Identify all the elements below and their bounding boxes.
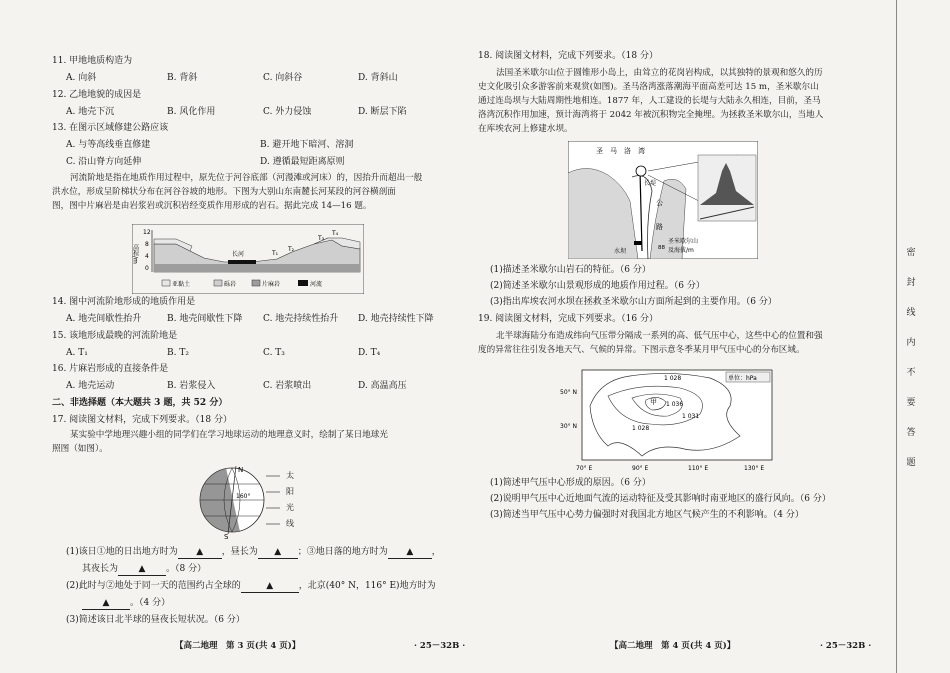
terrace-t4-label: T₄	[332, 230, 339, 237]
q13-option-b[interactable]: B. 避开地下暗河、溶洞	[260, 140, 354, 150]
q18-part1: (1)描述圣米歇尔山岩石的特征。（6 分）	[490, 265, 651, 275]
legend-clay-swatch	[162, 280, 170, 286]
q17-1-text: 其夜长为	[82, 564, 119, 574]
q12-option-c[interactable]: C. 外力侵蚀	[263, 107, 312, 117]
q16-option-c[interactable]: C. 岩浆喷出	[263, 381, 312, 391]
q15-option-c[interactable]: C. T₃	[263, 348, 285, 358]
q17-line: 照图（如图）。	[52, 444, 108, 454]
terrace-profile-figure	[132, 224, 364, 294]
south-pole-label: S	[224, 533, 229, 540]
footer-code: · 25－32B ·	[820, 641, 872, 651]
isobar-label-1031: 1 031	[682, 413, 700, 420]
terrace-t1-label: T₁	[272, 250, 279, 257]
intro-line: 洪水位，形成呈阶梯状分布在河谷谷坡的地形。下图为大别山东南麓长河某段的河谷横剖面	[52, 187, 396, 197]
binding-char: 密	[906, 248, 916, 258]
q12-option-b[interactable]: B. 风化作用	[167, 107, 216, 117]
lon-130-label: 130° E	[744, 465, 765, 472]
dike-label: 长堤	[644, 180, 657, 187]
blank-marker: ▲	[274, 547, 282, 557]
q19-part3: (3)简述当甲气压中心势力偏强时对我国北方地区气候产生的不利影响。（4 分）	[490, 510, 804, 520]
q14-option-d[interactable]: D. 地壳持续性下降	[358, 314, 434, 324]
q17-part1-cont	[82, 563, 206, 576]
q18-title: 18. 阅读图文材料，完成下列要求。（18 分）	[478, 51, 658, 61]
sunlight-arrows	[266, 476, 280, 524]
q17-1-text: 。（8 分）	[166, 564, 207, 574]
q14-option-b[interactable]: B. 地壳间歇性下降	[167, 314, 243, 324]
q14-stem: 14. 图中河流阶地形成的地质作用是	[52, 297, 196, 307]
lon-90-label: 90° E	[632, 465, 649, 472]
q16-option-a[interactable]: A. 地壳运动	[66, 381, 115, 391]
q17-1-text: ；③地日落的地方时为	[297, 547, 388, 557]
longitude-label: 160°	[236, 493, 251, 500]
mount-island	[636, 166, 646, 176]
road-label-1: 公	[656, 199, 663, 207]
q18-line: 通过连岛坝与大陆周期性地相连。1877 年，人工建设的长堤与大陆永久相连，目前，圣马	[478, 96, 821, 106]
q18-line: 史文化吸引众多游客前来观赏(如图)。圣马洛湾涨落潮海平面高差可达 15 m，圣米歇尔山	[478, 82, 819, 92]
legend-gneiss: 片麻岩	[262, 281, 281, 288]
legend-clay: 亚黏土	[172, 281, 191, 288]
q14-option-a[interactable]: A. 地壳间歇性抬升	[66, 314, 142, 324]
lat-30-label: 30° N	[560, 423, 578, 430]
dam-label: 水坝	[614, 248, 627, 255]
q17-part2	[66, 580, 436, 593]
sunlight-label: 太 阳 光 线	[286, 471, 294, 528]
binding-char: 答	[906, 428, 916, 438]
mont-saint-michel-map	[568, 141, 758, 259]
q16-option-b[interactable]: B. 岩浆侵入	[167, 381, 216, 391]
legend-gneiss-swatch	[252, 280, 260, 286]
road-label-2: 路	[656, 223, 663, 231]
legend-conglomerate-swatch	[214, 280, 222, 286]
q17-1-blank-b[interactable]	[258, 546, 298, 559]
q17-2-blank-a[interactable]	[241, 580, 299, 593]
q11-option-d[interactable]: D. 背斜山	[358, 73, 398, 83]
q12-option-d[interactable]: D. 断层下陷	[358, 107, 407, 117]
q17-part2-cont	[82, 597, 170, 610]
q18-part2: (2)简述圣米歇尔山景观形成的地质作用过程。（6 分）	[490, 281, 705, 291]
pressure-center-map	[560, 366, 780, 474]
elevation-label: 高程/m	[132, 244, 139, 264]
isobar-label-1028: 1 028	[664, 375, 682, 382]
q11-option-a[interactable]: A. 向斜	[66, 73, 97, 83]
q16-stem: 16. 片麻岩形成的直接条件是	[52, 364, 169, 374]
tick-4: 4	[145, 253, 149, 260]
blank-marker: ▲	[406, 547, 414, 557]
q18-part3: (3)指出库埃农河水坝在拯救圣米歇尔山方面所起到的主要作用。（6 分）	[490, 297, 777, 307]
lon-110-label: 110° E	[688, 465, 709, 472]
q16-option-d[interactable]: D. 高温高压	[358, 381, 407, 391]
q11-option-c[interactable]: C. 向斜谷	[263, 73, 303, 83]
intro-paragraph	[52, 171, 462, 213]
river-channel	[228, 260, 256, 264]
unit-label: 单位：hPa	[728, 375, 757, 382]
dam-icon	[634, 241, 642, 245]
footer-page-3: 【高二地理 第 3 页(共 4 页)】	[175, 641, 301, 651]
q17-1-blank-c[interactable]	[388, 546, 432, 559]
q15-option-a[interactable]: A. T₁	[66, 348, 88, 358]
legend-conglomerate: 砾岩	[224, 281, 237, 288]
left-page	[0, 0, 470, 673]
river-label: 长河	[232, 251, 245, 258]
legend-river: 河流	[310, 281, 323, 288]
gneiss-layer	[154, 264, 360, 272]
binding-char: 要	[906, 398, 916, 408]
tick-8: 8	[145, 241, 149, 248]
q19-part1: (1)简述甲气压中心形成的原因。（6 分）	[490, 478, 651, 488]
isobar-label-1036: 1 036	[666, 401, 684, 408]
center-label: 甲	[650, 398, 657, 406]
q17-title: 17. 阅读图文材料，完成下列要求。（18 分）	[52, 415, 232, 425]
footer-page-4: 【高二地理 第 4 页(共 4 页)】	[610, 641, 736, 651]
q13-option-a[interactable]: A. 与等高线垂直修建	[66, 140, 151, 150]
blank-marker: ▲	[138, 564, 146, 574]
q17-part1: (1)该日①地的日出地方时为 ▲ ，昼长为 ▲ ；③地日落的地方时为 ▲ ，	[66, 547, 441, 557]
bay-label: 圣 马 洛 湾	[596, 147, 645, 155]
q15-option-b[interactable]: B. T₂	[167, 348, 189, 358]
q13-stem: 13. 在图示区域修建公路应该	[52, 123, 169, 133]
q12-option-a[interactable]: A. 地壳下沉	[66, 107, 115, 117]
binding-char: 题	[906, 458, 916, 468]
q17-2-text: (2)此时与②地处于同一天的范围约占全球的	[66, 581, 241, 591]
q17-2-blank-b[interactable]	[82, 597, 130, 610]
q19-line: 度的异常往往引发各地天气、气候的异常。下图示意冬季某月甲气压中心的分布区域。	[478, 345, 805, 355]
q13-option-d[interactable]: D. 遵循最短距离原则	[260, 157, 345, 167]
q15-stem: 15. 该地形成最晚的河流阶地是	[52, 331, 178, 341]
blank-marker: ▲	[196, 547, 204, 557]
q11-option-b[interactable]: B. 背斜	[167, 73, 198, 83]
q18-paragraph	[478, 66, 868, 136]
q18-line: 在库埃农河上修建水坝。	[478, 124, 573, 134]
q17-1-text: ，昼长为	[221, 547, 258, 557]
north-pole-label: N	[238, 466, 244, 474]
binding-char: 不	[906, 368, 916, 378]
lat-50-label: 50° N	[560, 389, 578, 396]
binding-char: 封	[906, 278, 916, 288]
tick-0: 0	[145, 265, 149, 272]
q17-1-blank-d[interactable]	[118, 563, 166, 576]
q19-line: 北半球海陆分布造成纬向气压带分隔成一系列的高、低气压中心，这些中心的位置和强	[496, 331, 823, 341]
q19-title: 19. 阅读图文材料，完成下列要求。（16 分）	[478, 314, 658, 324]
q17-line: 某实验中学地理兴趣小组的同学们在学习地球运动的地理意义时，绘制了某日地球光	[70, 430, 388, 440]
q14-option-c[interactable]: C. 地壳持续性抬升	[263, 314, 339, 324]
elevation-legend-label: 及海拔/m	[668, 247, 694, 254]
q17-2-text: ，北京(40° N，116° E)地方时为	[298, 581, 436, 591]
terrace-t2-label: T₂	[288, 246, 295, 253]
section-heading: 二、非选择题（本大题共 3 题，共 52 分）	[52, 398, 228, 408]
q17-1-blank-a[interactable]	[178, 546, 222, 559]
q18-line: 洛湾沉积作用加速，预计海湾将于 2042 年被沉积物完全掩埋。为拯救圣米歇尔山，当地人	[478, 110, 824, 120]
binding-char: 内	[906, 338, 916, 348]
terrace-t3-label: T₃	[318, 235, 325, 242]
intro-line: 河流阶地是指在地质作用过程中，原先位于河谷底部（河漫滩或河床）的，因抬升而超出一般	[70, 173, 423, 183]
isobar-label-1028-b: 1 028	[632, 425, 650, 432]
q17-paragraph	[52, 428, 462, 456]
q15-option-d[interactable]: D. T₄	[358, 348, 381, 358]
lon-70-label: 70° E	[576, 465, 593, 472]
right-page	[470, 0, 870, 673]
binding-char: 线	[906, 308, 916, 318]
mount-legend-label: 圣米歇尔山	[668, 238, 699, 245]
q17-1-text: (1)该日①地的日出地方时为	[66, 547, 178, 557]
q17-part3: (3)简述该日北半球的昼夜长短状况。（6 分）	[66, 615, 245, 625]
q19-part2: (2)说明甲气压中心近地面气流的运动特征及受其影响时南亚地区的盛行风向。（6 分）	[490, 494, 831, 504]
q11-stem: 11. 甲地地质构造为	[52, 56, 133, 66]
q19-paragraph	[478, 329, 868, 357]
q18-line: 法国圣米歇尔山位于圆锥形小岛上，由耸立的花岗岩构成，以其独特的景观和悠久的历	[496, 68, 823, 78]
q12-stem: 12. 乙地地貌的成因是	[52, 90, 142, 100]
footer-code: · 25－32B ·	[414, 641, 466, 651]
tick-12: 12	[143, 229, 151, 236]
q13-option-c[interactable]: C. 沿山脊方向延伸	[66, 157, 142, 167]
legend-river-swatch	[298, 280, 308, 286]
elevation-value: 88	[658, 245, 665, 251]
blank-marker: ▲	[102, 598, 110, 608]
blank-marker: ▲	[266, 581, 274, 591]
binding-line	[896, 0, 897, 673]
map-frame	[582, 370, 772, 460]
q17-2-text: 。（4 分）	[130, 598, 171, 608]
intro-line: 图，图中片麻岩是由岩浆岩或沉积岩经变质作用形成的岩石。据此完成 14—16 题。	[52, 201, 372, 211]
